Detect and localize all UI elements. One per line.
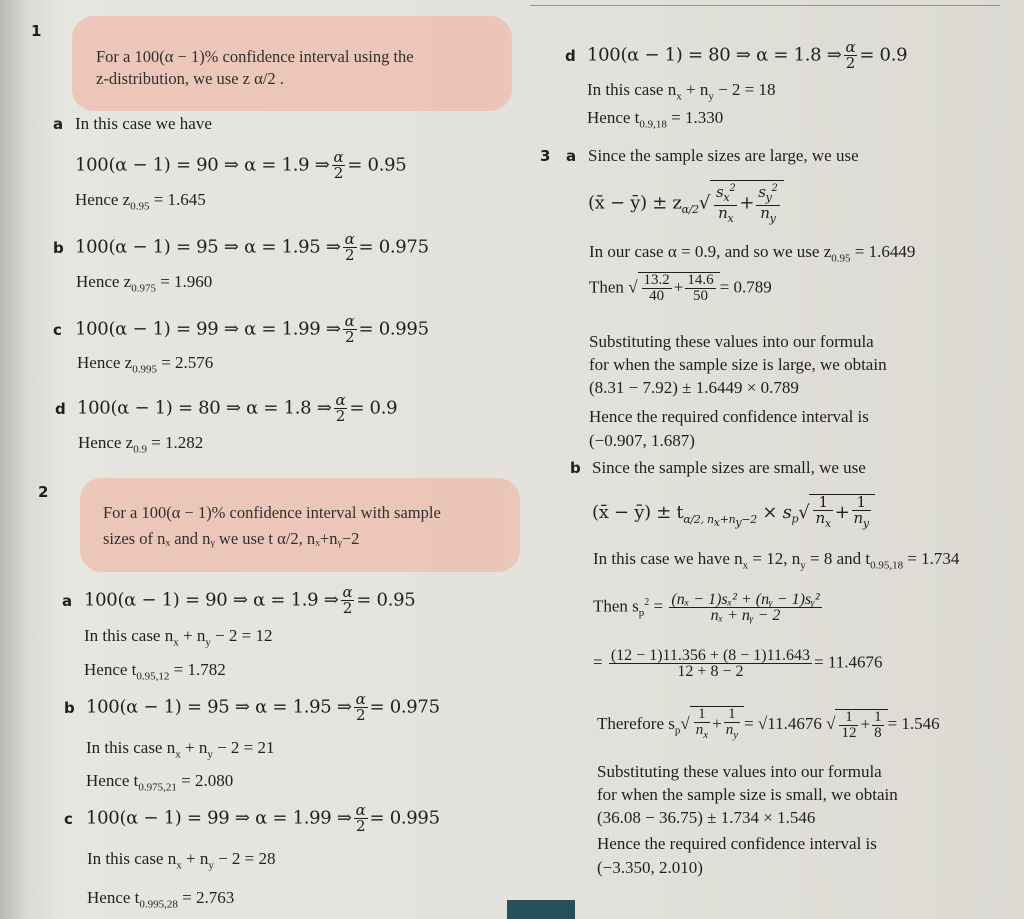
q1c-equation: c 100(α − 1) = 99 ⇒ α = 1.99 ⇒ $\frac{\alpha}{2}$ = 0.995	[53, 312, 429, 346]
q1a-equation: 100(α − 1) = 90 ⇒ α = 1.9 ⇒ $\frac{\alpha}{2}$ = 0.95	[75, 148, 407, 182]
q3b-sub2: for when the sample size is small, we obtain	[597, 785, 898, 804]
q3b-therefore-line: Therefore $s_p√$ $\frac{1}{n_x}$ + $\frac{1}{n_y}$ = √11.4676 √ $\frac{1}{12}$ + $\frac{1}{8}$ = 1.546	[597, 706, 940, 741]
note-box-q2	[80, 478, 520, 572]
question-number-2: 2	[38, 483, 49, 501]
top-rule	[530, 5, 1000, 6]
q3a-then-line: Then √ $\frac{13.2}{40}$ + $\frac{14.6}{50}$ = 0.789	[589, 272, 772, 304]
note-box-q1	[72, 16, 512, 111]
q3b-pooled-variance: Then $s_p^2$ = $\frac{\text{(nₓ − 1)sₓ² + (nᵧ − 1)sᵧ²}}{\text{nₓ + nᵧ − 2}}$	[593, 591, 820, 624]
q1d-equation: d 100(α − 1) = 80 ⇒ α = 1.8 ⇒ $\frac{\alpha}{2}$ = 0.9	[55, 391, 398, 425]
q2d-case: In this case $n_x + n_y - 2 = 18$	[587, 80, 776, 103]
q3b-have-line: In this case we have $n_x = 12$, $n_y = 8$ and $t_{0.95,18} = 1.734$	[593, 549, 960, 572]
q1c-result: Hence $z_{0.995} = 2.576$	[77, 353, 214, 376]
note-line: For a 100(α − 1)% confidence interval with sample	[103, 503, 441, 522]
q3a-sub2: for when the sample size is large, we obtain	[589, 355, 887, 374]
q3a-intro: a Since the sample sizes are large, we use	[566, 146, 859, 165]
question-number-3: 3	[540, 147, 551, 165]
q3a-hence2: (−0.907, 1.687)	[589, 431, 695, 450]
q3b-pooled-calc: = $\frac{(12 - 1)11.356 + (8 - 1)11.643}{12 + 8 - 2}$ = 11.4676	[593, 647, 883, 680]
q2b-result: Hence $t_{0.975,21} = 2.080$	[86, 771, 234, 794]
q2a-case: In this case $n_x + n_y - 2 = 12$	[84, 626, 273, 649]
q3a-hence1: Hence the required confidence interval is	[589, 407, 869, 426]
q1d-result: Hence $z_{0.9} = 1.282$	[78, 433, 204, 456]
q2d-result: Hence $t_{0.9,18} = 1.330$	[587, 108, 724, 131]
q2c-case: In this case $n_x + n_y - 2 = 28$	[87, 849, 276, 872]
q1b-result: Hence $z_{0.975} = 1.960$	[76, 272, 213, 295]
q3a-alpha-line: In our case α = 0.9, and so we use $z_{0.95} = 1.6449$	[589, 242, 916, 265]
q3a-sub1: Substituting these values into our formula	[589, 332, 874, 351]
q2b-case: In this case $n_x + n_y - 2 = 21$	[86, 738, 275, 761]
note-line: For a 100(α − 1)% confidence interval using the	[96, 47, 414, 66]
q3b-intro: b Since the sample sizes are small, we use	[570, 458, 866, 477]
q3b-sub1: Substituting these values into our formula	[597, 762, 882, 781]
note-line: sizes of nₓ and nᵧ we use t α/2, nₓ+nᵧ−2	[103, 529, 360, 548]
q3b-sub3: (36.08 − 36.75) ± 1.734 × 1.546	[597, 808, 816, 827]
q3a-formula: (x̄ − ȳ) ± $z_{\alpha/2}√$ $\frac{s_x^2}{n_x}$ + $\frac{s_y^2}{n_y}$	[588, 180, 784, 226]
q2c-equation: c 100(α − 1) = 99 ⇒ α = 1.99 ⇒ $\frac{\alpha}{2}$ = 0.995	[64, 801, 440, 835]
question-number-1: 1	[31, 22, 42, 40]
q2a-equation: a 100(α − 1) = 90 ⇒ α = 1.9 ⇒ $\frac{\alpha}{2}$ = 0.95	[62, 583, 416, 617]
q3b-hence1: Hence the required confidence interval is	[597, 834, 877, 853]
q2a-result: Hence $t_{0.95,12} = 1.782$	[84, 660, 226, 683]
q2c-result: Hence $t_{0.995,28} = 2.763$	[87, 888, 235, 911]
q3b-formula: (x̄ − ȳ) ± $t_{\alpha/2, n_x+n_y-2} \times s_p√$ $\frac{1}{n_x}$ + $\frac{1}{n_y}$	[592, 494, 875, 531]
q3a-sub3: (8.31 − 7.92) ± 1.6449 × 0.789	[589, 378, 799, 397]
note-line: z-distribution, we use z α/2 .	[96, 69, 284, 88]
q3b-hence2: (−3.350, 2.010)	[597, 858, 703, 877]
q1b-equation: b 100(α − 1) = 95 ⇒ α = 1.95 ⇒ $\frac{\alpha}{2}$ = 0.975	[53, 230, 429, 264]
part-a-intro: a In this case we have	[53, 114, 212, 133]
q2b-equation: b 100(α − 1) = 95 ⇒ α = 1.95 ⇒ $\frac{\alpha}{2}$ = 0.975	[64, 690, 440, 724]
q1a-result: Hence $z_{0.95} = 1.645$	[75, 190, 206, 213]
q2d-equation: d 100(α − 1) = 80 ⇒ α = 1.8 ⇒ $\frac{\alpha}{2}$ = 0.9	[565, 38, 908, 72]
page-tab-marker	[507, 900, 575, 919]
